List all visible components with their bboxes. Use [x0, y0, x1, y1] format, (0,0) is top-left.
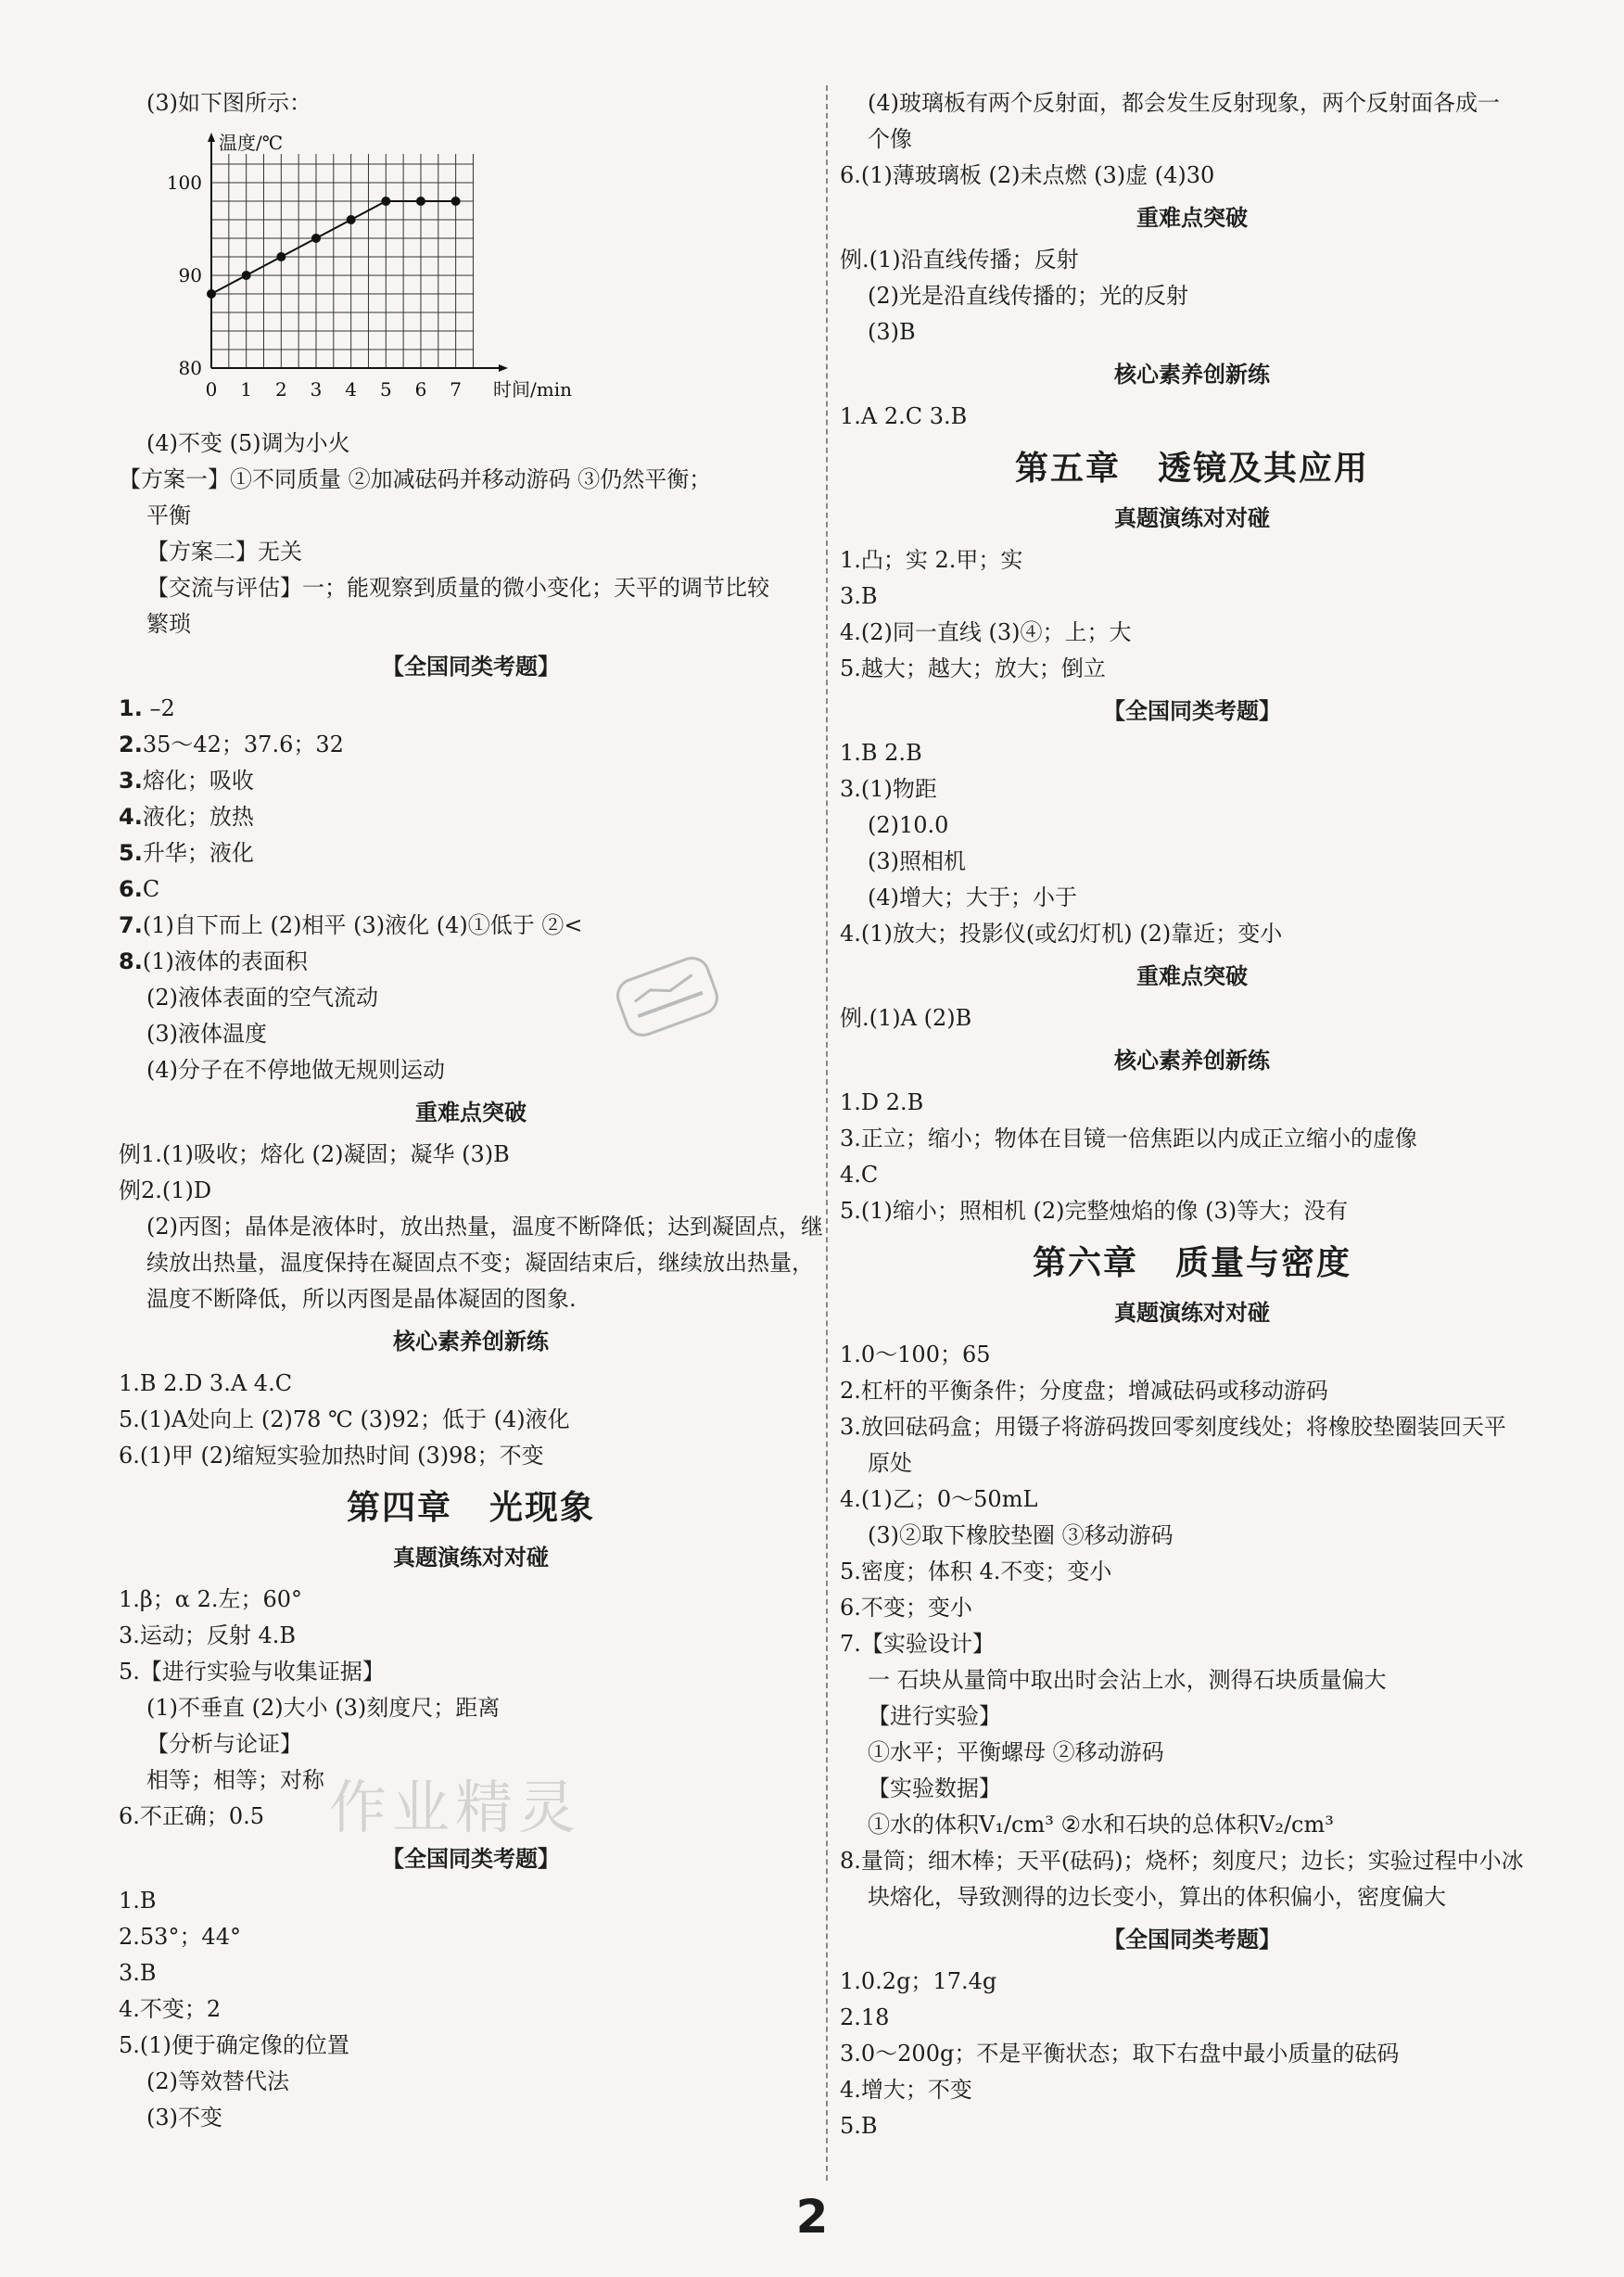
answer-paragraph: (2)丙图；晶体是液体时，放出热量，温度不断降低；达到凝固点，继续放出热量，温度保持在凝固点不变；凝固结束后，继续放出热量，温度不断降低，所以丙图是晶体凝固的图象.: [146, 1214, 823, 1312]
section-heading: 真题演练对对碰: [1114, 1300, 1270, 1326]
answer-line: 3.B: [119, 1960, 157, 1986]
data-point: [451, 197, 461, 206]
answer-line: 1. –2: [119, 695, 175, 721]
answer-line: 个像: [868, 126, 912, 152]
answer-line: (2)10.0: [868, 812, 949, 838]
answer-line: 5.升华；液化: [119, 840, 254, 866]
data-point: [381, 197, 390, 206]
answer-line: (3)B: [868, 319, 916, 345]
x-tick-label: 7: [450, 378, 463, 401]
answer-line: 1.0.2g；17.4g: [840, 1968, 997, 1994]
x-tick-label: 2: [274, 378, 287, 401]
section-heading: 真题演练对对碰: [1114, 505, 1270, 531]
data-point: [276, 252, 285, 261]
answer-line: 1.β；α 2.左；60°: [119, 1586, 303, 1612]
data-point: [347, 215, 356, 224]
answer-line: 5.【进行实验与收集证据】: [119, 1659, 385, 1685]
data-point: [416, 197, 425, 206]
answer-line: 8.(1)液体的表面积: [119, 948, 308, 974]
answer-line: 1.0～100；65: [840, 1342, 991, 1367]
y-tick-label: 80: [178, 357, 202, 379]
chapter-title: 第六章 质量与密度: [1032, 1244, 1352, 1282]
answer-line: 4.增大；不变: [840, 2077, 972, 2103]
answer-line: 4.C: [840, 1162, 879, 1188]
answer-line: 3.(1)物距: [840, 776, 937, 802]
answer-line: 4.(1)乙；0～50mL: [840, 1486, 1038, 1512]
answer-line: 【交流与评估】一；能观察到质量的微小变化；天平的调节比较: [146, 575, 769, 601]
x-axis-label: 时间/min: [493, 378, 572, 401]
answer-line: 3.0～200g；不是平衡状态；取下右盘中最小质量的砝码: [840, 2041, 1400, 2067]
answer-line: 3.熔化；吸收: [119, 768, 254, 794]
answer-line: 4.不变；2: [119, 1996, 222, 2022]
section-heading: 【全国同类考题】: [1103, 1927, 1281, 1953]
chart-intro: (3)如下图所示：: [146, 90, 311, 116]
data-point: [207, 289, 216, 299]
section-heading: 重难点突破: [1136, 963, 1248, 989]
answer-line: ①水的体积V₁/cm³ ②水和石块的总体积V₂/cm³: [868, 1812, 1334, 1838]
answer-line: 5.(1)便于确定像的位置: [119, 2032, 349, 2058]
answer-line: (2)光是沿直线传播的；光的反射: [868, 283, 1188, 309]
section-heading: 核心素养创新练: [1114, 362, 1270, 388]
answer-line: 2.18: [840, 2004, 890, 2030]
x-tick-label: 6: [414, 378, 427, 401]
answer-line: 例2.(1)D: [119, 1177, 212, 1203]
chapter-title: 第四章 光现象: [346, 1489, 596, 1527]
answer-line: 6.(1)甲 (2)缩短实验加热时间 (3)98；不变: [119, 1443, 544, 1469]
answer-line: (1)不垂直 (2)大小 (3)刻度尺；距离: [146, 1695, 501, 1721]
column-divider: [826, 85, 828, 2181]
answer-line: 相等；相等；对称: [146, 1767, 324, 1793]
x-tick-label: 1: [240, 378, 253, 401]
section-heading: 核心素养创新练: [393, 1329, 549, 1355]
answer-line: 1.B 2.B: [840, 740, 922, 766]
answer-line: 1.D 2.B: [840, 1089, 924, 1115]
answer-line: 3.放回砝码盒；用镊子将游码拨回零刻度线处；将橡胶垫圈装回天平: [840, 1414, 1506, 1440]
x-tick-label: 0: [205, 378, 218, 401]
answer-line: 3.正立；缩小；物体在目镜一倍焦距以内成正立缩小的虚像: [840, 1126, 1417, 1151]
answer-line: (2)等效替代法: [146, 2068, 289, 2094]
section-heading: 【全国同类考题】: [382, 654, 560, 680]
answer-line: 【方案一】①不同质量 ②加减砝码并移动游码 ③仍然平衡；: [119, 466, 712, 492]
answer-line: 1.B 2.D 3.A 4.C: [119, 1370, 293, 1396]
section-heading: 重难点突破: [415, 1100, 527, 1126]
answer-line: (3)不变: [146, 2105, 222, 2131]
answer-line: 5.越大；越大；放大；倒立: [840, 655, 1106, 681]
y-axis-label: 温度/℃: [219, 132, 284, 154]
answer-line: 3.运动；反射 4.B: [119, 1622, 297, 1648]
answer-line: 4.(1)放大；投影仪(或幻灯机) (2)靠近；变小: [840, 921, 1283, 947]
answer-line: (3)液体温度: [146, 1021, 267, 1047]
section-heading: 核心素养创新练: [1114, 1048, 1270, 1074]
answer-line: 2.杠杆的平衡条件；分度盘；增减砝码或移动游码: [840, 1378, 1328, 1404]
y-tick-label: 100: [166, 172, 202, 194]
watermark-text: 作业精灵: [329, 1774, 582, 1841]
answer-line: 例1.(1)吸收；熔化 (2)凝固；凝华 (3)B: [119, 1141, 510, 1167]
chart-svg: [156, 125, 572, 422]
answer-line: 8.量筒；细木棒；天平(砝码)；烧杯；刻度尺；边长；实验过程中小冰: [840, 1848, 1524, 1874]
answer-line: (4)分子在不停地做无规则运动: [146, 1057, 445, 1083]
page-number: 2: [795, 2190, 829, 2244]
y-axis-arrow: [208, 133, 215, 142]
answer-line: (4)玻璃板有两个反射面，都会发生反射现象，两个反射面各成一: [868, 90, 1500, 116]
answer-line: 繁琐: [146, 611, 191, 637]
data-point: [242, 271, 251, 280]
answer-line: 3.B: [840, 583, 878, 609]
answer-line: 【方案二】无关: [146, 539, 302, 565]
right-column: [840, 85, 1544, 2144]
answer-line: 6.不正确；0.5: [119, 1803, 265, 1829]
answer-line: 【分析与论证】: [146, 1731, 302, 1757]
answer-line: 7.【实验设计】: [840, 1631, 995, 1657]
answer-line: 6.C: [119, 876, 160, 902]
answer-line: 5.密度；体积 4.不变；变小: [840, 1558, 1112, 1584]
answer-line: 【实验数据】: [868, 1775, 1001, 1801]
answer-line: 7.(1)自下而上 (2)相平 (3)液化 (4)①低于 ②<: [119, 912, 583, 938]
answer-line: 4.液化；放热: [119, 804, 254, 830]
answer-line: 1.凸；实 2.甲；实: [840, 547, 1023, 573]
answer-line: 5.(1)缩小；照相机 (2)完整烛焰的像 (3)等大；没有: [840, 1198, 1349, 1224]
x-tick-label: 4: [345, 378, 358, 401]
answer-line: (3)照相机: [868, 848, 966, 874]
chapter-title: 第五章 透镜及其应用: [1014, 450, 1370, 488]
answer-line: ①水平；平衡螺母 ②移动游码: [868, 1739, 1164, 1765]
section-heading: 【全国同类考题】: [1103, 698, 1281, 724]
answer-line: 6.不变；变小: [840, 1595, 972, 1621]
answer-line: 6.(1)薄玻璃板 (2)未点燃 (3)虚 (4)30: [840, 162, 1215, 188]
section-heading: 真题演练对对碰: [393, 1545, 549, 1571]
answer-line: (3)②取下橡胶垫圈 ③移动游码: [868, 1522, 1174, 1548]
y-tick-label: 90: [178, 264, 202, 286]
temperature-chart: [156, 125, 572, 422]
answer-line: 5.(1)A处向上 (2)78 ℃ (3)92；低于 (4)液化: [119, 1406, 570, 1432]
section-heading: 重难点突破: [1136, 205, 1248, 231]
answer-line: (4)增大；大于；小于: [868, 884, 1077, 910]
answer-line: 原处: [868, 1450, 912, 1476]
x-axis-arrow: [499, 364, 508, 372]
x-tick-label: 3: [310, 378, 323, 401]
answer-line: 【进行实验】: [868, 1703, 1001, 1729]
data-point: [311, 234, 321, 243]
answer-line: 1.A 2.C 3.B: [840, 403, 968, 429]
answer-line: 1.B: [119, 1888, 157, 1914]
answer-line: 2.35～42；37.6；32: [119, 731, 344, 757]
answer-line: 2.53°；44°: [119, 1924, 241, 1950]
answer-line: 平衡: [146, 502, 191, 528]
answer-line: 一 石块从量筒中取出时会沾上水，测得石块质量偏大: [868, 1667, 1387, 1693]
section-heading: 【全国同类考题】: [382, 1846, 560, 1872]
answer-line: 例.(1)沿直线传播；反射: [840, 247, 1079, 273]
x-tick-label: 5: [379, 378, 392, 401]
answer-line: (4)不变 (5)调为小火: [146, 430, 350, 456]
answer-line: 4.(2)同一直线 (3)④；上；大: [840, 619, 1132, 645]
answer-line: 5.B: [840, 2113, 878, 2139]
answer-line: 块熔化，导致测得的边长变小，算出的体积偏小，密度偏大: [868, 1884, 1446, 1910]
answer-line: 例.(1)A (2)B: [840, 1005, 972, 1031]
answer-line: (2)液体表面的空气流动: [146, 985, 378, 1011]
